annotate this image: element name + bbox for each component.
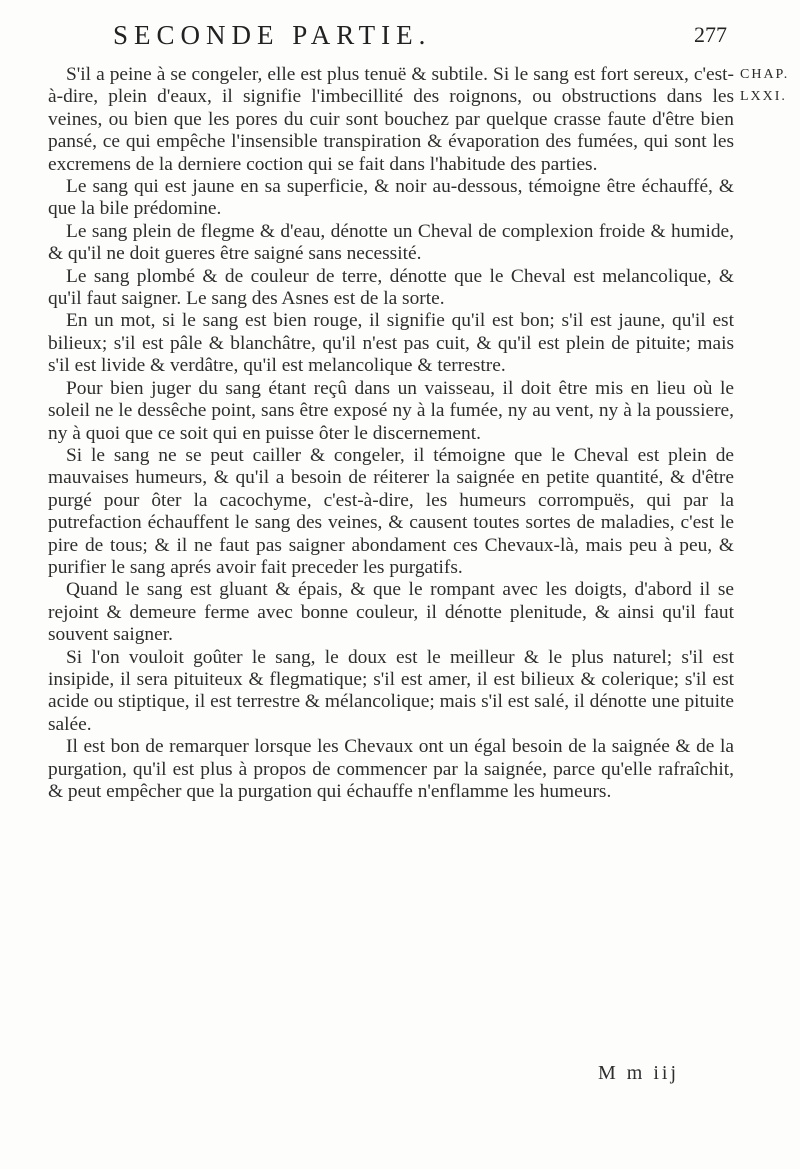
page-header [113,20,733,56]
chapter-margin-note [740,64,798,108]
paragraph-1: S'il a peine à se congeler, elle est plus tenuë & subtile. Si le sang est fort sereux, c'est-à-dire, plein d'eaux, il signifie l'imbecillité des roignons, ou obstructions dans les veines, ou bien que les pores du cuir sont bouchez par quelque crasse faute d'être bien pansé, ce qui empêche l'insensible transpiration & évaporation des fumées, qui sont les excremens de la derniere coction qui se fait dans l'habitude des parties. [48,64,734,175]
paragraph-5: En un mot, si le sang est bien rouge, il signifie qu'il est bon; s'il est jaune, qu'il est bilieux; s'il est pâle & blanchâtre, qu'il n'est pas cuit, & qu'il est plein de pituite; mais s'il est livide & verdâtre, qu'il est melancolique & terrestre. [48,310,734,377]
paragraph-6: Pour bien juger du sang étant reçû dans un vaisseau, il doit être mis en lieu où le soleil ne le dessêche point, sans être exposé ny à la fumée, ny au vent, ny à la poussiere, ny à quoi que ce soit qui en puisse ôter le discernement. [48,377,734,444]
paragraph-2: Le sang qui est jaune en sa superficie, & noir au-dessous, témoigne être échauffé, & que la bile prédomine. [48,176,734,220]
page-number: 277 [694,22,727,47]
signature-mark: M m iij [598,1062,680,1084]
paragraph-10: Il est bon de remarquer lorsque les Chevaux ont un égal besoin de la saignée & de la purgation, qu'il est plus à propos de commencer par la saignée, parce qu'elle rafraîchit, & peut empêcher que la purgation qui échauffe n'enflamme les humeurs. [48,736,734,802]
paragraph-4: Le sang plombé & de couleur de terre, dénotte que le Cheval est melancolique, & qu'il faut saigner. Le sang des Asnes est de la sorte. [48,265,734,310]
paragraph-3: Le sang plein de flegme & d'eau, dénotte un Cheval de complexion froide & humide, & qu'il ne doit gueres être saigné sans necessité. [48,220,734,265]
paragraph-7: Si le sang ne se peut cailler & congeler, il témoigne que le Cheval est plein de mauvaises humeurs, & qu'il a besoin de réiterer la saignée en petite quantité, & d'être purgé pour ôter la cacochyme, c'est-à-dire, les humeurs corrompuës, qui par la putrefaction échauffent le sang des veines, & causent toutes sortes de maladies, c'est le pire de tous; & il ne faut pas saigner abondament ces Chevaux-là, mais peu à peu, & purifier le sang aprés avoir fait preceder les purgatifs. [48,444,734,578]
chapter-number: LXXI. [740,89,787,104]
paragraph-8: Quand le sang est gluant & épais, & que le rompant avec les doigts, d'abord il se rejoint & demeure ferme avec bonne couleur, il dénotte plenitude, & ainsi qu'il faut souvent saigner. [48,579,734,646]
paragraph-9: Si l'on vouloit goûter le sang, le doux est le meilleur & le plus naturel; s'il est insipide, il sera pituiteux & flegmatique; s'il est amer, il est bilieux & colerique; s'il est acide ou stiptique, il est terrestre & mélancolique; mais s'il est salé, il dénotte une pituite salée. [48,646,734,735]
chapter-label: CHAP. [740,67,790,82]
running-title: SECONDE PARTIE. [113,20,432,50]
body-text [48,64,734,803]
